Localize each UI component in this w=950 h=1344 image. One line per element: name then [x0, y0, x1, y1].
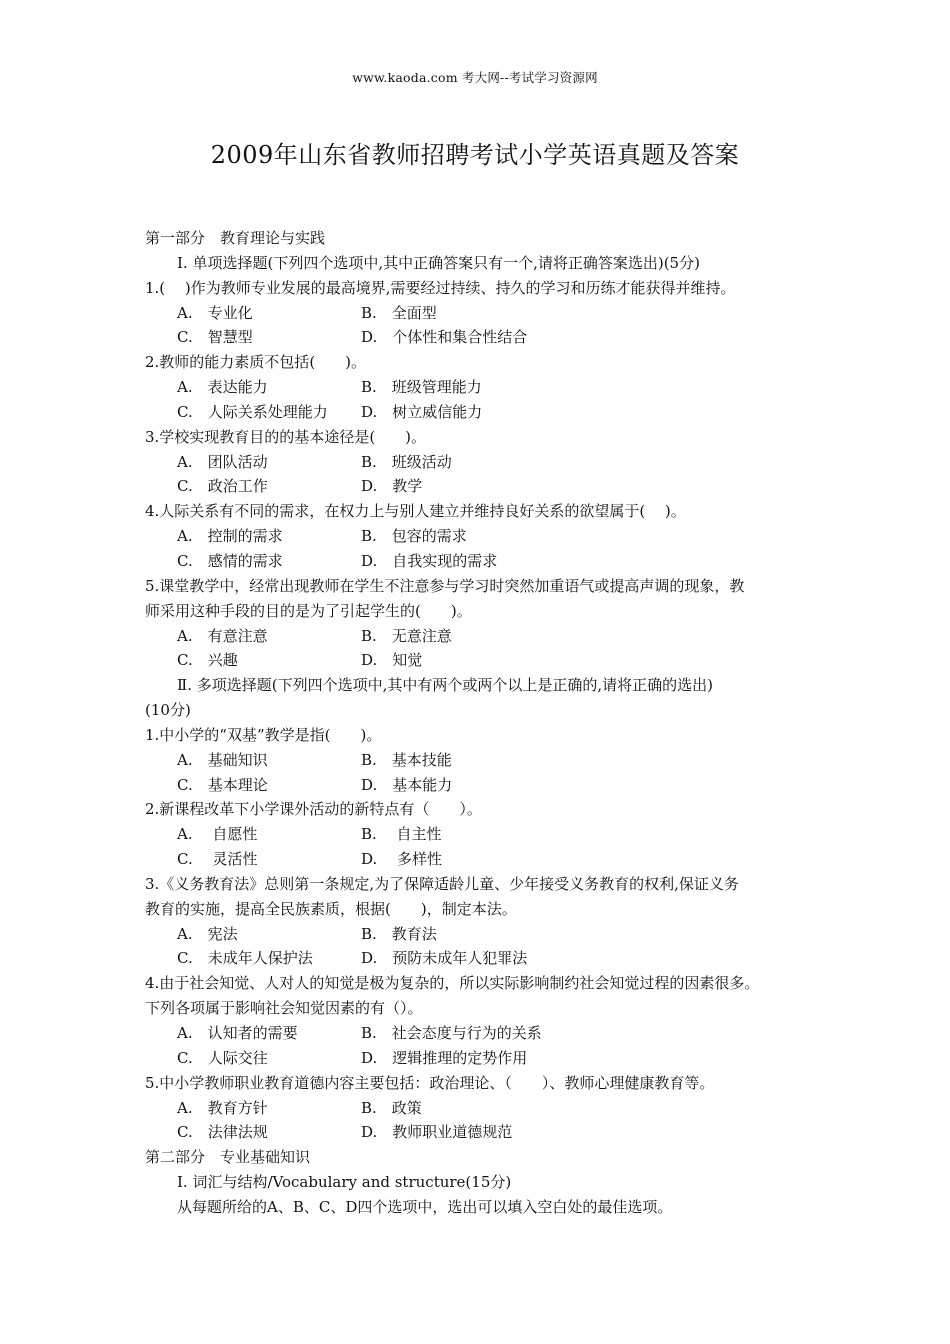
- question-stem: 4.人际关系有不同的需求，在权力上与别人建立并维持良好关系的欲望属于( )。: [145, 502, 686, 521]
- option-row: [145, 1096, 835, 1121]
- option-c: C. 智慧型: [177, 328, 253, 347]
- option-a: A. 宪法: [177, 924, 238, 943]
- question-stem-continued: 下列各项属于影响社会知觉因素的有（）。: [145, 999, 423, 1018]
- option-d: D. 个体性和集合性结合: [361, 328, 528, 347]
- option-b: B. 包容的需求: [361, 527, 467, 546]
- option-b: B. 教育法: [361, 924, 437, 943]
- question-stem: 4.由于社会知觉、人对人的知觉是极为复杂的，所以实际影响制约社会知觉过程的因素很多。: [145, 974, 760, 993]
- option-c: C. 政治工作: [177, 477, 268, 496]
- option-row: [145, 847, 835, 872]
- option-c: C. 感情的需求: [177, 551, 283, 570]
- option-row: [145, 474, 835, 499]
- option-c: C. 法律法规: [177, 1123, 268, 1142]
- part2-instruction: 从每题所给的A、B、C、D四个选项中，选出可以填入空白处的最佳选项。: [177, 1197, 673, 1216]
- site-header: www.kaoda.com 考大网--考试学习资源网: [352, 70, 598, 85]
- option-b: B. 全面型: [361, 303, 437, 322]
- question-stem-continued: 师采用这种手段的目的是为了引起学生的( )。: [145, 601, 472, 620]
- option-row: [145, 748, 835, 773]
- option-a: A. 团队活动: [177, 452, 268, 471]
- option-row: [145, 822, 835, 847]
- option-d: D. 自我实现的需求: [361, 551, 498, 570]
- question-stem-continued: 教育的实施，提高全民族素质，根据( )，制定本法。: [145, 899, 517, 918]
- question-stem: 3.《义务教育法》总则第一条规定,为了保障适龄儿童、少年接受义务教育的权利,保证义务: [145, 874, 739, 893]
- option-row: [145, 1046, 835, 1071]
- option-row: [145, 549, 835, 574]
- option-row: [145, 946, 835, 971]
- option-b: B. 政策: [361, 1098, 422, 1117]
- option-d: D. 教学: [361, 477, 423, 496]
- question-stem: 5.课堂教学中，经常出现教师在学生不注意参与学习时突然加重语气或提高声调的现象，教: [145, 576, 745, 595]
- option-row: [145, 922, 835, 947]
- option-a: A. 控制的需求: [177, 527, 283, 546]
- option-b: B. 社会态度与行为的关系: [361, 1024, 542, 1042]
- option-b: B. 无意注意: [361, 626, 452, 645]
- question-stem: 3.学校实现教育目的的基本途径是( )。: [145, 427, 427, 446]
- option-row: [145, 524, 835, 549]
- option-row: [145, 375, 835, 400]
- option-row: [145, 400, 835, 425]
- option-a: A. 自愿性: [177, 825, 258, 844]
- option-d: D. 多样性: [361, 850, 443, 869]
- option-row: [145, 1021, 835, 1046]
- section2-heading-continued: (10分): [145, 701, 191, 720]
- option-c: C. 人际关系处理能力: [177, 402, 328, 421]
- question-stem: 2.新课程改革下小学课外活动的新特点有（ ）。: [145, 800, 482, 819]
- document-body: [145, 226, 835, 1220]
- option-a: A. 有意注意: [177, 626, 268, 645]
- document-title: 2009年山东省教师招聘考试小学英语真题及答案: [210, 141, 740, 169]
- option-a: A. 专业化: [177, 303, 253, 322]
- option-d: D. 基本能力: [361, 775, 453, 794]
- option-c: C. 灵活性: [177, 850, 258, 869]
- option-b: B. 班级活动: [361, 452, 452, 471]
- option-a: A. 教育方针: [177, 1098, 268, 1117]
- option-a: A. 表达能力: [177, 378, 268, 397]
- option-d: D. 知觉: [361, 651, 423, 670]
- option-c: C. 未成年人保护法: [177, 949, 313, 968]
- option-b: B. 基本技能: [361, 750, 452, 769]
- part2-heading: 第二部分 专业基础知识: [145, 1148, 311, 1167]
- option-row: [145, 325, 835, 350]
- option-row: [145, 1120, 835, 1145]
- option-c: C. 兴趣: [177, 651, 238, 670]
- option-d: D. 预防未成年人犯罪法: [361, 949, 528, 968]
- question-stem: 1.中小学的“双基”教学是指( )。: [145, 725, 382, 744]
- question-stem: 5.中小学教师职业教育道德内容主要包括：政治理论、（ ）、教师心理健康教育等。: [145, 1073, 715, 1092]
- question-stem: 2.教师的能力素质不包括( )。: [145, 353, 367, 372]
- option-d: D. 树立威信能力: [361, 402, 483, 421]
- option-a: A. 认知者的需要: [177, 1024, 298, 1042]
- option-row: [145, 773, 835, 798]
- option-row: [145, 648, 835, 673]
- part2-section1-heading: Ⅰ. 词汇与结构/Vocabulary and structure(15分): [177, 1173, 512, 1192]
- question-stem: 1.( )作为教师专业发展的最高境界,需要经过持续、持久的学习和历练才能获得并维持。: [145, 278, 736, 297]
- section1-heading: Ⅰ. 单项选择题(下列四个选项中,其中正确答案只有一个,请将正确答案选出)(5分): [177, 253, 700, 272]
- option-d: D. 教师职业道德规范: [361, 1123, 513, 1142]
- option-b: B. 班级管理能力: [361, 378, 482, 397]
- option-b: B. 自主性: [361, 825, 442, 844]
- option-c: C. 人际交往: [177, 1048, 268, 1067]
- part1-heading: 第一部分 教育理论与实践: [145, 229, 326, 247]
- option-row: [145, 450, 835, 475]
- option-a: A. 基础知识: [177, 750, 268, 769]
- option-row: [145, 301, 835, 326]
- section2-heading: Ⅱ. 多项选择题(下列四个选项中,其中有两个或两个以上是正确的,请将正确的选出): [177, 676, 713, 695]
- option-d: D. 逻辑推理的定势作用: [361, 1048, 528, 1067]
- option-c: C. 基本理论: [177, 775, 268, 794]
- option-row: [145, 624, 835, 649]
